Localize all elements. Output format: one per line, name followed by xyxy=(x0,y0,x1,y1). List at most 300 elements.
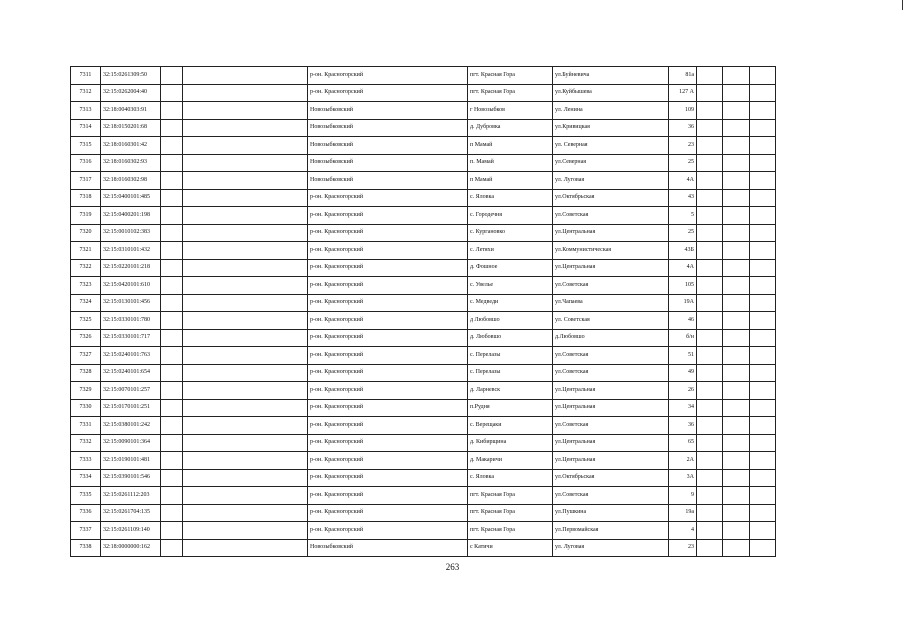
cell-house-number: 34 xyxy=(669,399,697,417)
cell-settlement: пгт. Красная Гора xyxy=(468,67,553,85)
cell-empty xyxy=(723,67,750,85)
cell-district: р-он. Красногорский xyxy=(308,417,468,435)
table-row xyxy=(71,347,776,365)
cell-empty xyxy=(723,294,750,312)
cell-empty xyxy=(697,119,723,137)
cell-empty xyxy=(183,259,308,277)
cell-empty xyxy=(750,434,776,452)
cell-empty xyxy=(750,364,776,382)
cell-district: р-он. Красногорский xyxy=(308,259,468,277)
cell-empty xyxy=(723,382,750,400)
cell-empty xyxy=(697,67,723,85)
table-row xyxy=(71,399,776,417)
table-row xyxy=(71,364,776,382)
cell-empty xyxy=(697,487,723,505)
table-row xyxy=(71,312,776,330)
cell-row-number: 7323 xyxy=(71,277,101,295)
cell-cadastral-number: 32:15:0070101:257 xyxy=(101,382,161,400)
cell-empty xyxy=(723,434,750,452)
cell-street: ул.Центральная xyxy=(553,259,669,277)
cell-empty xyxy=(697,242,723,260)
cell-empty xyxy=(161,469,183,487)
cell-cadastral-number: 32:15:0330101:717 xyxy=(101,329,161,347)
cell-street: ул.Советская xyxy=(553,277,669,295)
cell-cadastral-number: 32:15:0420101:610 xyxy=(101,277,161,295)
cell-empty xyxy=(723,189,750,207)
cell-empty xyxy=(723,259,750,277)
cell-house-number: 19а xyxy=(669,504,697,522)
cell-empty xyxy=(183,452,308,470)
cell-empty xyxy=(750,242,776,260)
cell-cadastral-number: 32:18:0160301:42 xyxy=(101,137,161,155)
cell-settlement: д. Ларневск xyxy=(468,382,553,400)
cell-empty xyxy=(723,469,750,487)
cell-empty xyxy=(183,487,308,505)
cell-street: ул.Чапаева xyxy=(553,294,669,312)
cell-row-number: 7316 xyxy=(71,154,101,172)
cell-cadastral-number: 32:15:0240101:654 xyxy=(101,364,161,382)
cell-empty xyxy=(723,347,750,365)
cell-empty xyxy=(161,137,183,155)
cell-street: ул.Советская xyxy=(553,347,669,365)
cell-cadastral-number: 32:15:0261112:203 xyxy=(101,487,161,505)
cell-empty xyxy=(723,452,750,470)
cell-district: р-он. Красногорский xyxy=(308,294,468,312)
cell-empty xyxy=(697,277,723,295)
cell-empty xyxy=(750,504,776,522)
cell-cadastral-number: 32:18:0040303:91 xyxy=(101,102,161,120)
cell-empty xyxy=(183,417,308,435)
cell-empty xyxy=(750,224,776,242)
cell-street: ул.Октябрьская xyxy=(553,469,669,487)
cell-empty xyxy=(161,154,183,172)
cell-district: Новозыбковский xyxy=(308,172,468,190)
cell-cadastral-number: 32:15:0010102:383 xyxy=(101,224,161,242)
cell-house-number: 4А xyxy=(669,172,697,190)
cell-empty xyxy=(183,224,308,242)
cell-empty xyxy=(161,399,183,417)
cell-empty xyxy=(723,539,750,557)
cell-empty xyxy=(723,102,750,120)
table-row xyxy=(71,539,776,557)
table-row xyxy=(71,154,776,172)
cell-settlement: п.Рудня xyxy=(468,399,553,417)
cell-house-number: 9 xyxy=(669,487,697,505)
cell-empty xyxy=(183,137,308,155)
cell-settlement: д Любовшо xyxy=(468,312,553,330)
cell-empty xyxy=(161,347,183,365)
cell-settlement: с. Увелье xyxy=(468,277,553,295)
cell-empty xyxy=(161,242,183,260)
cell-empty xyxy=(697,417,723,435)
cell-district: р-он. Красногорский xyxy=(308,224,468,242)
cell-empty xyxy=(723,172,750,190)
cell-empty xyxy=(161,522,183,540)
cell-empty xyxy=(183,154,308,172)
cell-settlement: г Новозыбков xyxy=(468,102,553,120)
cell-row-number: 7327 xyxy=(71,347,101,365)
cell-empty xyxy=(183,434,308,452)
cell-empty xyxy=(723,84,750,102)
cell-street: ул.Октябрьская xyxy=(553,189,669,207)
cell-row-number: 7332 xyxy=(71,434,101,452)
cell-cadastral-number: 32:15:0261309:50 xyxy=(101,67,161,85)
cell-row-number: 7333 xyxy=(71,452,101,470)
property-registry-table xyxy=(70,66,776,557)
cell-street: ул. Советская xyxy=(553,312,669,330)
cell-row-number: 7312 xyxy=(71,84,101,102)
cell-empty xyxy=(161,119,183,137)
cell-empty xyxy=(723,242,750,260)
cell-district: Новозыбковский xyxy=(308,119,468,137)
table-row xyxy=(71,434,776,452)
cell-cadastral-number: 32:15:0400101:485 xyxy=(101,189,161,207)
cell-empty xyxy=(697,504,723,522)
cell-empty xyxy=(161,417,183,435)
cell-empty xyxy=(697,312,723,330)
table-row xyxy=(71,224,776,242)
cell-house-number: 65 xyxy=(669,434,697,452)
cell-district: р-он. Красногорский xyxy=(308,469,468,487)
cell-empty xyxy=(723,522,750,540)
table-row xyxy=(71,469,776,487)
cell-street: ул.Центральная xyxy=(553,224,669,242)
cell-empty xyxy=(750,259,776,277)
cell-house-number: 2А xyxy=(669,452,697,470)
cell-house-number: 109 xyxy=(669,102,697,120)
cell-street: ул.Советская xyxy=(553,487,669,505)
cell-empty xyxy=(161,294,183,312)
cell-district: р-он. Красногорский xyxy=(308,487,468,505)
cell-row-number: 7322 xyxy=(71,259,101,277)
cell-house-number: 43 xyxy=(669,189,697,207)
cell-settlement: д. Фошное xyxy=(468,259,553,277)
cell-street: ул.Куйбышева xyxy=(553,84,669,102)
cell-empty xyxy=(697,434,723,452)
table-row xyxy=(71,294,776,312)
cell-district: р-он. Красногорский xyxy=(308,522,468,540)
cell-street: ул.Центральная xyxy=(553,399,669,417)
cell-settlement: с Катичи xyxy=(468,539,553,557)
cell-empty xyxy=(723,417,750,435)
cell-cadastral-number: 32:15:0330101:780 xyxy=(101,312,161,330)
cell-empty xyxy=(750,277,776,295)
cell-empty xyxy=(723,364,750,382)
cell-empty xyxy=(750,452,776,470)
cell-empty xyxy=(750,119,776,137)
cell-house-number: 46 xyxy=(669,312,697,330)
cell-settlement: п. Мамай xyxy=(468,154,553,172)
table-row xyxy=(71,259,776,277)
cell-empty xyxy=(183,84,308,102)
cell-street: ул.Советская xyxy=(553,207,669,225)
cell-empty xyxy=(723,399,750,417)
cell-empty xyxy=(750,67,776,85)
table-row xyxy=(71,84,776,102)
cell-settlement: с. Перелазы xyxy=(468,364,553,382)
cell-row-number: 7337 xyxy=(71,522,101,540)
cell-row-number: 7311 xyxy=(71,67,101,85)
cell-empty xyxy=(723,224,750,242)
registry-body xyxy=(71,67,776,557)
cell-empty xyxy=(697,172,723,190)
cell-empty xyxy=(183,102,308,120)
cell-empty xyxy=(750,522,776,540)
cell-empty xyxy=(750,102,776,120)
cell-empty xyxy=(697,102,723,120)
cell-cadastral-number: 32:18:0000000:162 xyxy=(101,539,161,557)
cell-house-number: 5 xyxy=(669,207,697,225)
cell-house-number: б/н xyxy=(669,329,697,347)
cell-row-number: 7331 xyxy=(71,417,101,435)
cell-empty xyxy=(723,119,750,137)
cell-empty xyxy=(161,452,183,470)
cell-cadastral-number: 32:15:0390101:546 xyxy=(101,469,161,487)
cell-empty xyxy=(697,364,723,382)
cell-empty xyxy=(183,172,308,190)
cell-house-number: 3А xyxy=(669,469,697,487)
cell-empty xyxy=(697,539,723,557)
cell-district: Новозыбковский xyxy=(308,102,468,120)
cell-street: д.Любовшо xyxy=(553,329,669,347)
cell-street: ул. Луговая xyxy=(553,172,669,190)
cell-empty xyxy=(183,294,308,312)
cell-cadastral-number: 32:15:0261109:140 xyxy=(101,522,161,540)
cell-empty xyxy=(183,312,308,330)
cell-empty xyxy=(161,277,183,295)
cell-empty xyxy=(183,207,308,225)
cell-district: Новозыбковский xyxy=(308,154,468,172)
cell-row-number: 7336 xyxy=(71,504,101,522)
cell-district: р-он. Красногорский xyxy=(308,382,468,400)
cell-empty xyxy=(161,364,183,382)
cell-empty xyxy=(697,189,723,207)
cell-street: ул.Центральная xyxy=(553,434,669,452)
cell-street: ул.Коммунистическая xyxy=(553,242,669,260)
cell-row-number: 7334 xyxy=(71,469,101,487)
cell-empty xyxy=(161,539,183,557)
cell-empty xyxy=(161,487,183,505)
cell-street: ул.Советская xyxy=(553,417,669,435)
cell-street: ул.Пушкина xyxy=(553,504,669,522)
cell-empty xyxy=(697,522,723,540)
cell-house-number: 49 xyxy=(669,364,697,382)
cell-empty xyxy=(183,119,308,137)
cell-empty xyxy=(723,329,750,347)
cell-settlement: с. Городечня xyxy=(468,207,553,225)
table-row xyxy=(71,417,776,435)
cell-empty xyxy=(723,277,750,295)
cell-settlement: с. Летяхи xyxy=(468,242,553,260)
cell-settlement: д. Макаричи xyxy=(468,452,553,470)
cell-settlement: пгт. Красная Гора xyxy=(468,84,553,102)
cell-cadastral-number: 32:15:0190101:481 xyxy=(101,452,161,470)
cell-empty xyxy=(697,399,723,417)
cell-district: р-он. Красногорский xyxy=(308,277,468,295)
cell-house-number: 25 xyxy=(669,154,697,172)
table-row xyxy=(71,382,776,400)
cell-row-number: 7324 xyxy=(71,294,101,312)
cell-house-number: 81а xyxy=(669,67,697,85)
cell-settlement: с. Перелазы xyxy=(468,347,553,365)
cell-empty xyxy=(161,84,183,102)
cell-house-number: 43Б xyxy=(669,242,697,260)
cell-street: ул. Северная xyxy=(553,137,669,155)
table-row xyxy=(71,452,776,470)
cell-empty xyxy=(750,417,776,435)
cell-settlement: с. Яловка xyxy=(468,189,553,207)
cell-district: р-он. Красногорский xyxy=(308,189,468,207)
table-row xyxy=(71,172,776,190)
cell-empty xyxy=(750,84,776,102)
cell-empty xyxy=(161,207,183,225)
cell-district: Новозыбковский xyxy=(308,539,468,557)
cell-street: ул.Первомайская xyxy=(553,522,669,540)
cell-empty xyxy=(183,469,308,487)
cell-street: ул.Северная xyxy=(553,154,669,172)
cell-house-number: 127 А xyxy=(669,84,697,102)
cell-cadastral-number: 32:15:0130101:456 xyxy=(101,294,161,312)
cell-row-number: 7321 xyxy=(71,242,101,260)
cell-row-number: 7319 xyxy=(71,207,101,225)
cell-house-number: 4А xyxy=(669,259,697,277)
table-row xyxy=(71,102,776,120)
cell-empty xyxy=(697,137,723,155)
cell-empty xyxy=(750,399,776,417)
table-row xyxy=(71,67,776,85)
cell-district: р-он. Красногорский xyxy=(308,452,468,470)
cell-house-number: 105 xyxy=(669,277,697,295)
cell-empty xyxy=(161,382,183,400)
table-row xyxy=(71,329,776,347)
cell-settlement: с. Верещаки xyxy=(468,417,553,435)
cell-empty xyxy=(161,259,183,277)
cell-empty xyxy=(161,329,183,347)
cell-district: р-он. Красногорский xyxy=(308,84,468,102)
cell-empty xyxy=(750,539,776,557)
cell-row-number: 7325 xyxy=(71,312,101,330)
cell-cadastral-number: 32:15:0310101:432 xyxy=(101,242,161,260)
cell-street: ул.Буйневича xyxy=(553,67,669,85)
cell-empty xyxy=(723,154,750,172)
cell-settlement: пгт. Красная Гора xyxy=(468,504,553,522)
table-row xyxy=(71,277,776,295)
cell-empty xyxy=(697,84,723,102)
cell-cadastral-number: 32:15:0170101:251 xyxy=(101,399,161,417)
cell-empty xyxy=(161,67,183,85)
table-row xyxy=(71,487,776,505)
cell-empty xyxy=(183,399,308,417)
cell-district: р-он. Красногорский xyxy=(308,347,468,365)
cell-house-number: 51 xyxy=(669,347,697,365)
cell-row-number: 7317 xyxy=(71,172,101,190)
cell-empty xyxy=(750,469,776,487)
cell-empty xyxy=(183,539,308,557)
cell-empty xyxy=(161,434,183,452)
cell-row-number: 7315 xyxy=(71,137,101,155)
cell-empty xyxy=(183,364,308,382)
cell-street: ул.Советская xyxy=(553,364,669,382)
sheet-edge-mark xyxy=(902,0,903,10)
cell-settlement: с. Кургановко xyxy=(468,224,553,242)
cell-empty xyxy=(697,452,723,470)
cell-settlement: д. Кибирщина xyxy=(468,434,553,452)
cell-row-number: 7330 xyxy=(71,399,101,417)
cell-empty xyxy=(161,312,183,330)
cell-district: р-он. Красногорский xyxy=(308,504,468,522)
cell-district: р-он. Красногорский xyxy=(308,329,468,347)
cell-house-number: 36 xyxy=(669,417,697,435)
cell-empty xyxy=(750,347,776,365)
cell-empty xyxy=(750,189,776,207)
cell-empty xyxy=(183,242,308,260)
cell-cadastral-number: 32:18:0160302:98 xyxy=(101,172,161,190)
cell-settlement: с. Яловка xyxy=(468,469,553,487)
cell-house-number: 25 xyxy=(669,224,697,242)
table-row xyxy=(71,119,776,137)
cell-street: ул. Луговая xyxy=(553,539,669,557)
cell-empty xyxy=(183,189,308,207)
cell-empty xyxy=(750,487,776,505)
cell-settlement: пгт. Красная Гора xyxy=(468,522,553,540)
cell-empty xyxy=(697,347,723,365)
cell-cadastral-number: 32:15:0220101:218 xyxy=(101,259,161,277)
cell-district: р-он. Красногорский xyxy=(308,312,468,330)
table-row xyxy=(71,522,776,540)
cell-district: р-он. Красногорский xyxy=(308,364,468,382)
cell-street: ул.Центральная xyxy=(553,382,669,400)
cell-street: ул. Ленина xyxy=(553,102,669,120)
table-row xyxy=(71,207,776,225)
cell-settlement: пгт. Красная Гора xyxy=(468,487,553,505)
cell-row-number: 7338 xyxy=(71,539,101,557)
cell-empty xyxy=(183,522,308,540)
table-row xyxy=(71,137,776,155)
cell-empty xyxy=(183,382,308,400)
cell-empty xyxy=(723,207,750,225)
cell-empty xyxy=(697,224,723,242)
cell-row-number: 7329 xyxy=(71,382,101,400)
table-row xyxy=(71,242,776,260)
cell-empty xyxy=(750,294,776,312)
cell-empty xyxy=(183,504,308,522)
cell-house-number: 26 xyxy=(669,382,697,400)
cell-empty xyxy=(697,207,723,225)
table-row xyxy=(71,189,776,207)
cell-settlement: д. Любовшо xyxy=(468,329,553,347)
cell-empty xyxy=(183,67,308,85)
cell-empty xyxy=(183,347,308,365)
cell-empty xyxy=(161,102,183,120)
cell-empty xyxy=(723,504,750,522)
cell-row-number: 7313 xyxy=(71,102,101,120)
cell-empty xyxy=(161,189,183,207)
cell-district: р-он. Красногорский xyxy=(308,67,468,85)
cell-empty xyxy=(723,312,750,330)
cell-row-number: 7314 xyxy=(71,119,101,137)
cell-empty xyxy=(750,207,776,225)
cell-row-number: 7320 xyxy=(71,224,101,242)
cell-cadastral-number: 32:18:0160302:93 xyxy=(101,154,161,172)
cell-row-number: 7335 xyxy=(71,487,101,505)
cell-cadastral-number: 32:15:0380101:242 xyxy=(101,417,161,435)
cell-empty xyxy=(161,224,183,242)
cell-cadastral-number: 32:15:0261704:135 xyxy=(101,504,161,522)
cell-settlement: п Мамай xyxy=(468,137,553,155)
cell-settlement: с. Медведи xyxy=(468,294,553,312)
cell-settlement: д. Дубровка xyxy=(468,119,553,137)
cell-empty xyxy=(750,382,776,400)
